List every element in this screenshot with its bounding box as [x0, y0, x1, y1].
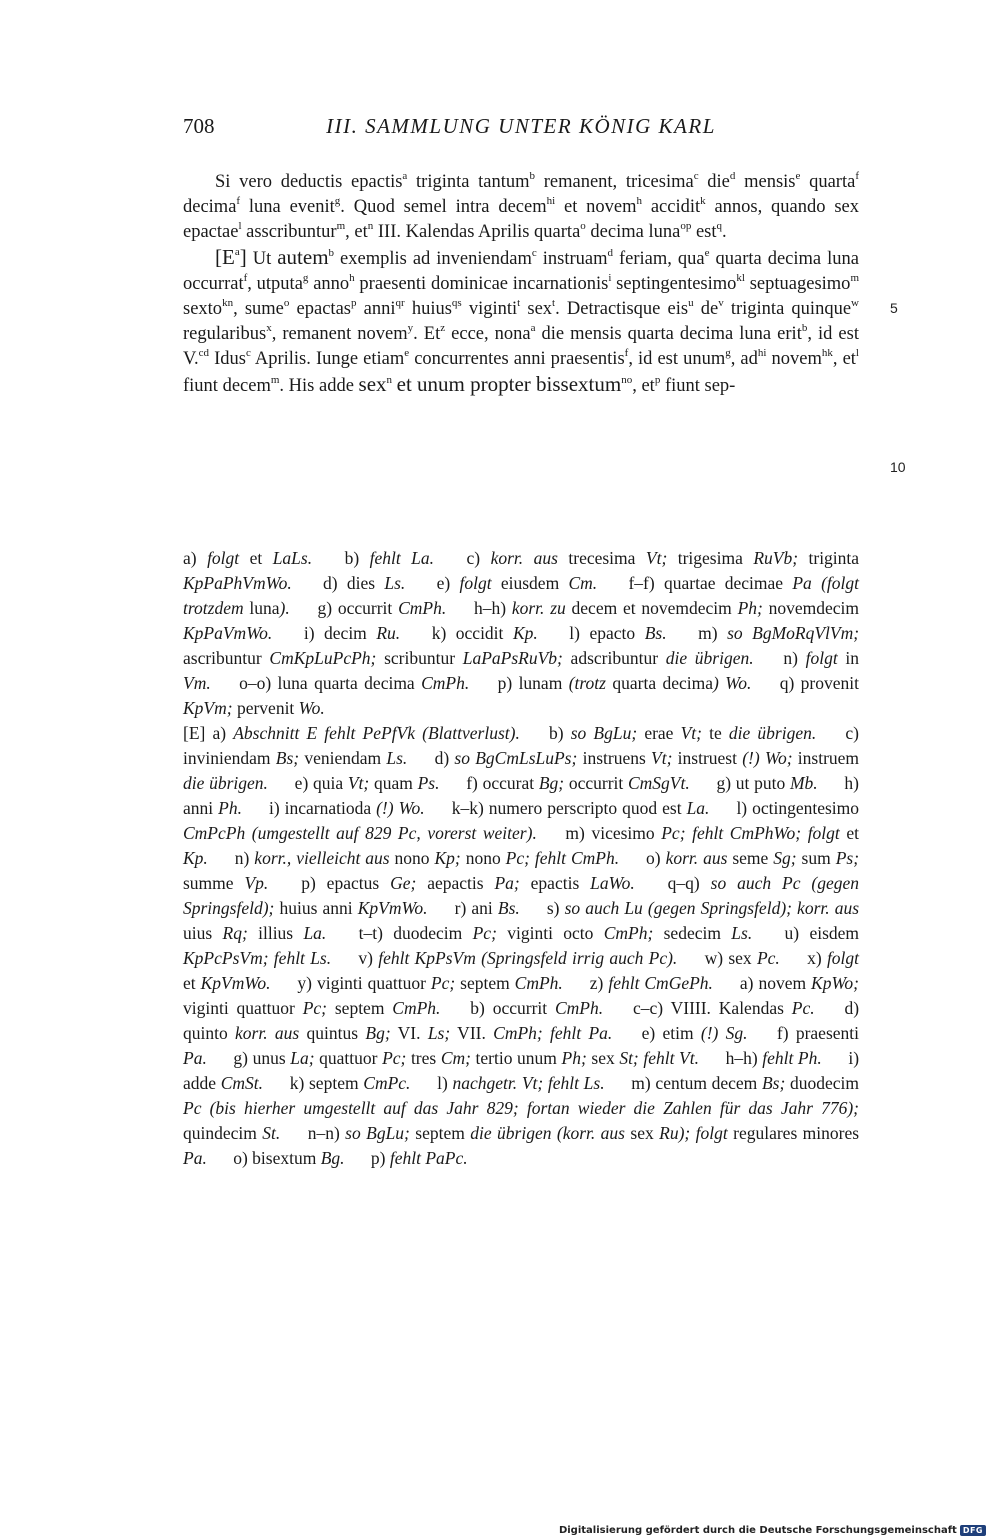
dfg-logo: DFG: [960, 1525, 986, 1536]
critical-apparatus: [183, 546, 859, 1171]
line-number: 10: [890, 459, 906, 475]
credit-text: Digitalisierung gefördert durch die Deutsche Forschungsgemeinschaft: [558, 1525, 957, 1536]
main-text: [183, 170, 859, 399]
paragraph: $[E^a]$ Ut autem$^b$ exemplis ad inveniendam$^c$ instruam$^d$ feriam, qua$^e$ quarta decima luna occurrat$^f$, utputa$^g$ anno$^h$ praesenti dominicae incarnationis$^i$ septingentesimo$^{kl}$ septuagesimo$^m$ sexto$^{kn}$, sume$^o$ epactas$^p$ anni$^{qr}$ huius$^{qs}$ viginti$^t$ sex$^t$. Detractisque eis$^u$ $de^v$ triginta quinque$^w$ regularibus$^x$, remanent novem$^y$. Et$^z$ ecce, nona$^a$ die mensis quarta decima luna erit$^b$, id est V.$^{cd}$ Idus$^c$ Aprilis. Iunge etiam$^e$ concurrentes anni praesentis$^f$, id est unum$^g$, $ad^{hi}$ novem$^{hk}$, $et^l$ fiunt decem$^m$. His adde sex$^n$ et unum propter bissextum$^{no}$, $et^p$ fiunt sep-: [183, 245, 859, 396]
apparatus-block: a) folgt et LaLs. b) fehlt La. c) korr. aus trecesima Vt; trigesima RuVb; triginta KpPaPhVmWo. d) dies Ls. e) folgt eiusdem Cm. f–f) quartae decimae Pa (folgt trotzdem luna). g) occurrit CmPh. h–h) korr. zu decem et novemdecim Ph; novemdecim KpPaVmWo. i) decim Ru. k) occidit Kp. l) epacto Bs. m) so BgMoRqVlVm; ascribuntur CmKpLuPcPh; scribuntur LaPaPsRuVb; adscribuntur die übrigen. n) folgt in Vm. o–o) luna quarta decima CmPh. p) lunam (trotz quarta decima) Wo. q) provenit KpVm; pervenit Wo.: [183, 548, 860, 718]
running-head: III. SAMMLUNG UNTER KÖNIG KARL: [326, 114, 716, 138]
page-number: 708: [183, 114, 215, 138]
apparatus-block: [E] a) Abschnitt E fehlt PePfVk (Blattverlust). b) so BgLu; erae Vt; te die übrigen. c) inviniendam Bs; veniendam Ls. d) so BgCmLsLuPs; instruens Vt; instruest (!) Wo; instruem die übrigen. e) quia Vt; quam Ps. f) occurat Bg; occurrit CmSgVt. g) ut puto Mb. h) anni Ph. i) incarnatioda (!) Wo. k–k) numero perscripto quod est La. l) octingentesimo CmPcPh (umgestellt auf 829 Pc, vorerst weiter). m) vicesimo Pc; fehlt CmPhWo; folgt et Kp. n) korr., vielleicht aus nono Kp; nono Pc; fehlt CmPh. o) korr. aus seme Sg; sum Ps; summe Vp. p) epactus Ge; aepactis Pa; epactis LaWo. q–q) so auch Pc (gegen Springsfeld); huius anni KpVmWo. r) ani Bs. s) so auch Lu (gegen Springsfeld); korr. aus uius Rq; illius La. t–t) duodecim Pc; viginti octo CmPh; sedecim Ls. u) eisdem KpPcPsVm; fehlt Ls. v) fehlt KpPsVm (Springsfeld irrig auch Pc). w) sex Pc. x) folgt et KpVmWo. y) viginti quattuor Pc; septem CmPh. z) fehlt CmGePh. a) novem KpWo; viginti quattuor Pc; septem CmPh. b) occurrit CmPh. c–c) VIIII. Kalendas Pc. d) quinto korr. aus quintus Bg; VI. Ls; VII. CmPh; fehlt Pa. e) etim (!) Sg. f) praesenti Pa. g) unus La; quattuor Pc; tres Cm; tertio unum Ph; sex St; fehlt Vt. h–h) fehlt Ph. i) adde CmSt. k) septem CmPc. l) nachgetr. Vt; fehlt Ls. m) centum decem Bs; duodecim Pc (bis hierher umgestellt auf das Jahr 829; fortan wieder die Zahlen für das Jahr 776); quindecim St. n–n) so BgLu; septem die übrigen (korr. aus sex Ru); folgt regulares minores Pa. o) bisextum Bg. p) fehlt PaPc.: [183, 723, 860, 1168]
paragraph: Si vero deductis epactis$^a$ triginta tantum$^b$ remanent, tricesima$^c$ die$^d$ mensis$^e$ quarta$^f$ decima$^f$ luna evenit$^g$. Quod semel intra decem$^{hi}$ et novem$^h$ accidit$^k$ annos, quando sex epactae$^l$ asscribuntur$^m$, $et^n$ III. Kalendas Aprilis quarta$^o$ decima luna$^{op}$ est$^q$.: [183, 169, 859, 242]
digitization-credit: [559, 1525, 986, 1536]
line-number: 5: [890, 300, 898, 316]
